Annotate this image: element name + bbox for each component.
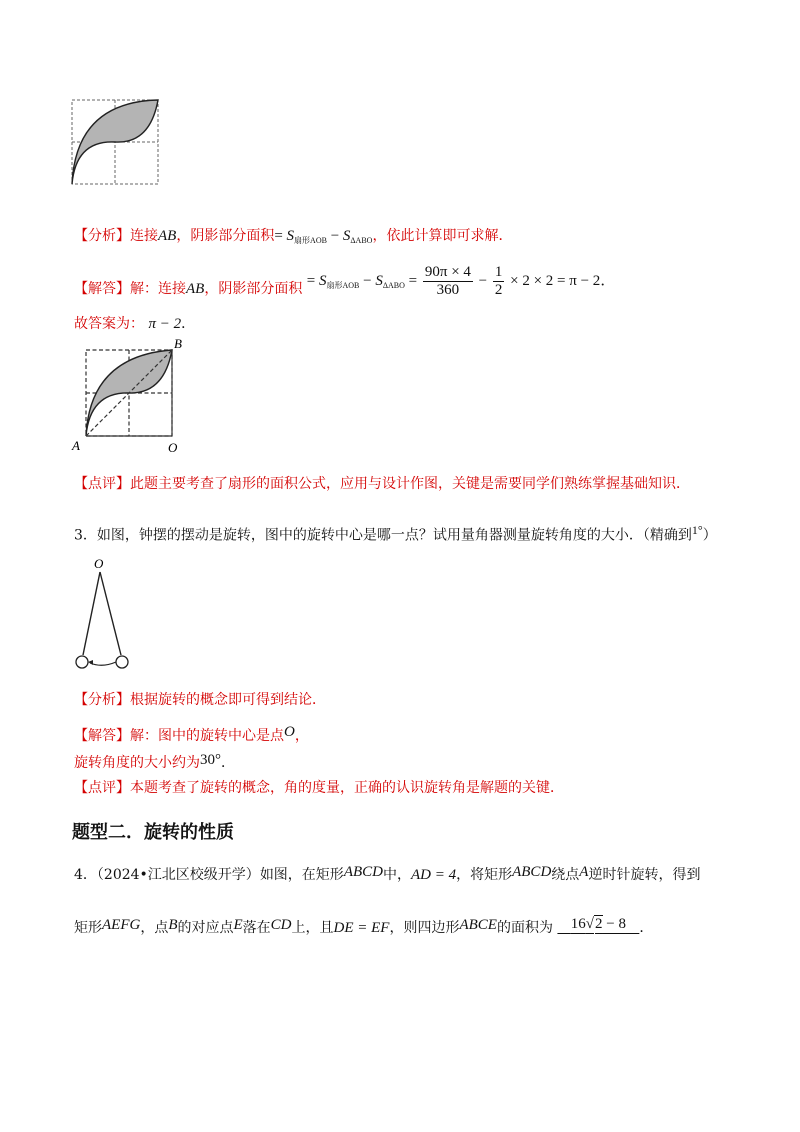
area-formula: = $S_{扇形AOB} - S_{\Delta ABO}$ [274, 228, 373, 245]
fraction-denominator: 360 [436, 282, 460, 298]
q3-text: 3．如图，钟摆的摆动是旋转，图中的旋转中心是哪一点？试用量角器测量旋转角度的大小．（精确到 [74, 527, 692, 544]
q4-source: （2024•江北区校级开学） [96, 867, 260, 883]
quad-abce: ABCE [459, 917, 497, 933]
q3-analysis-text: 根据旋转的概念即可得到结论． [130, 692, 326, 708]
q3-comment-tag: 【点评】 [74, 780, 130, 796]
q4-line-2: 矩形AEFG，点B的对应点E落在CD上，且DE = EF，则四边形ABCE的面积为 16√2 − 8 ． [74, 916, 654, 936]
q3-comment-line [74, 778, 564, 798]
p2-result-line: 故答案为： π − 2． [74, 316, 196, 332]
analysis-text-end: ，依此计算即可求解． [372, 228, 513, 244]
answer-text-mid: ，阴影部分面积 [204, 280, 303, 297]
leaf-figure-1 [68, 96, 164, 188]
label-b: B [174, 336, 182, 351]
analysis-text: 连接 [130, 228, 158, 244]
label-a: A [72, 438, 80, 453]
rect-abcd: ABCD [343, 864, 383, 880]
p2-comment-line [74, 474, 690, 494]
label-o: O [168, 440, 178, 455]
segment-cd: CD [270, 917, 292, 933]
q3-angle-line: 旋转角度的大小约为30°． [74, 752, 235, 771]
segment-ab-answer: AB [186, 280, 205, 297]
pivot-label-o: O [94, 556, 104, 571]
de-ef-equation: DE = EF [333, 920, 390, 936]
half-numerator: 1 [494, 264, 503, 280]
q3-answer-line: 【解答】解：图中的旋转中心是点O， [74, 724, 309, 744]
comment-tag: 【点评】 [74, 476, 130, 492]
q3-answer-tag: 【解答】 [74, 728, 130, 744]
q3-answer-point: O [284, 724, 295, 740]
point-e: E [233, 917, 243, 933]
answer-text: 解：连接 [130, 280, 186, 297]
half-denominator: 2 [494, 282, 503, 298]
section-title: 题型二．旋转的性质 [72, 822, 234, 843]
result-label: 故答案为： [74, 316, 144, 332]
point-b: B [168, 917, 178, 933]
segment-ab: AB [158, 228, 177, 244]
p2-analysis-line [74, 226, 512, 251]
analysis-text-mid: ，阴影部分面积 [176, 228, 275, 244]
result-value: π − 2 [148, 316, 182, 332]
answer-tag: 【解答】 [74, 280, 130, 297]
q3-analysis-line [74, 690, 326, 710]
q3-angle-text: 旋转角度的大小约为 [74, 755, 200, 771]
answer-formula: = $S_{扇形AOB} - S_{\Delta ABO}$ = $\frac{90\pi \times 4}{360}$ − $\frac{1}{2}$ × 2 × 2 = π − 2． [306, 264, 616, 298]
comment-text: 此题主要考查了扇形的面积公式，应用与设计作图，关键是需要同学们熟练掌握基础知识． [130, 476, 690, 492]
q3-answer-text: 解：图中的旋转中心是点 [130, 728, 284, 744]
q4-number: 4． [74, 867, 97, 883]
q3-comment-text: 本题考查了旋转的概念，角的度量，正确的认识旋转角是解题的关键． [130, 780, 564, 796]
q3-question: 3．如图，钟摆的摆动是旋转，图中的旋转中心是哪一点？试用量角器测量旋转角度的大小．（精确到$^{1^\circ}$） [74, 523, 717, 544]
p2-answer-line [74, 264, 615, 314]
q4-line-1: 4．（2024•江北区校级开学）如图，在矩形ABCD中，AD = 4，将矩形ABCD绕点A逆时针旋转，得到 [74, 864, 701, 883]
q3-analysis-tag: 【分析】 [74, 692, 130, 708]
pendulum-figure [70, 552, 140, 676]
fraction-numerator: 90π × 4 [424, 264, 471, 280]
answer-tail: × 2 × 2 = π − 2 [510, 272, 601, 289]
analysis-tag: 【分析】 [74, 228, 130, 244]
q3-angle-value: 30° [200, 752, 221, 768]
ad-equation: AD = 4 [410, 867, 457, 883]
rect-aefg: AEFG [102, 917, 141, 933]
q3-precision: 1° [691, 523, 703, 537]
leaf-figure-2 [70, 334, 190, 456]
point-a: A [579, 864, 589, 880]
q4-answer-blank: 16√2 − 8 [570, 916, 626, 932]
